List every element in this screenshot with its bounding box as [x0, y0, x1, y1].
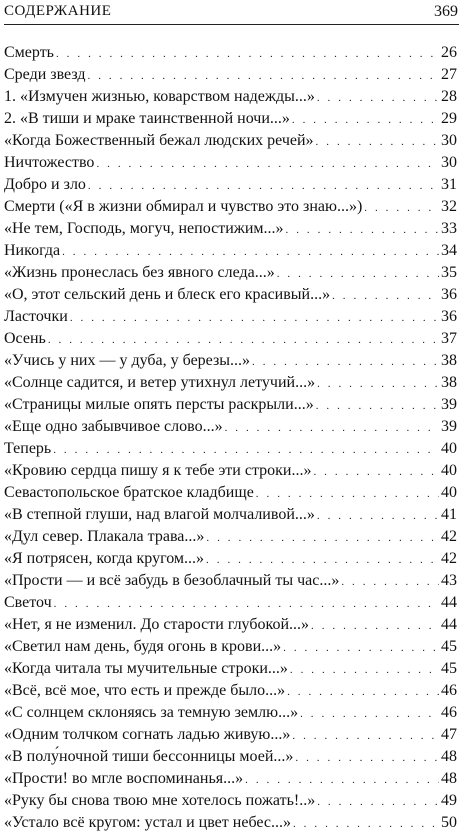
toc-entry	[4, 86, 457, 108]
dot-leader	[53, 439, 439, 460]
toc-entry-title: «Еще одно забывчивое слово...»	[4, 418, 223, 435]
toc-entry-page: 40	[441, 484, 457, 501]
toc-entry	[4, 592, 457, 614]
toc-entry	[4, 658, 457, 680]
toc-entry-title: Никогда	[4, 242, 61, 259]
dot-leader	[56, 43, 439, 64]
dot-leader	[206, 549, 439, 570]
toc-entry-title: Среди звезд	[4, 66, 86, 83]
toc-entry	[4, 64, 457, 86]
toc-entry-page: 43	[441, 572, 457, 589]
toc-entry-page: 50	[441, 814, 457, 831]
toc-entry-title: Осень	[4, 330, 46, 347]
toc-entry	[4, 504, 457, 526]
toc-entry-page: 42	[441, 550, 457, 567]
toc-entry-page: 37	[441, 330, 457, 347]
toc-entry-title: «Жизнь пронеслась без явного следа...»	[4, 264, 275, 281]
toc-entry	[4, 218, 457, 240]
toc-entry-title: «Страницы милые опять персты раскрыли...»	[4, 396, 314, 413]
dot-leader	[88, 65, 439, 86]
toc-entry-page: 48	[441, 770, 457, 787]
dot-leader	[332, 285, 439, 306]
dot-leader	[287, 681, 439, 702]
dot-leader	[295, 747, 439, 768]
toc-entry-page: 38	[441, 374, 457, 391]
toc-entry	[4, 614, 457, 636]
dot-leader	[54, 593, 439, 614]
toc-entry-title: «Солнце садится, и ветер утихнул летучий...»	[4, 374, 316, 391]
toc-entry-title: «Руку бы снова твою мне хотелось пожать!..»	[4, 792, 316, 809]
toc-entry	[4, 152, 457, 174]
toc-entry-page: 39	[441, 418, 457, 435]
toc-entry-title: «Учись у них — у дуба, у березы...»	[4, 352, 251, 369]
toc-entry-page: 30	[441, 132, 457, 149]
toc-entry-title: «Я потрясен, когда кругом...»	[4, 550, 205, 567]
toc-entry-page: 45	[441, 660, 457, 677]
toc-entry-page: 39	[441, 396, 457, 413]
toc-entry-title: 2. «В тиши и мраке таинственной ночи...»	[4, 110, 290, 127]
toc-entry-page: 29	[441, 110, 457, 127]
toc-entry-title: «О, этот сельский день и блеск его красивый...»	[4, 286, 331, 303]
page-number: 369	[434, 3, 458, 20]
toc-entry-title: «Нет, я не изменил. До старости глубокой...»	[4, 616, 310, 633]
toc-entry-page: 30	[441, 154, 457, 171]
toc-entry-page: 48	[441, 748, 457, 765]
dot-leader	[286, 219, 439, 240]
toc-entry	[4, 240, 457, 262]
toc-entry-page: 45	[441, 638, 457, 655]
toc-entry-title: «Устало всё кругом: устал и цвет небес...»	[4, 814, 291, 831]
toc-entry	[4, 196, 457, 218]
dot-leader	[277, 263, 439, 284]
table-of-contents	[4, 42, 457, 834]
dot-leader	[293, 813, 439, 834]
toc-entry	[4, 636, 457, 658]
dot-leader	[245, 769, 439, 790]
toc-entry-page: 38	[441, 352, 457, 369]
toc-entry-page: 47	[441, 726, 457, 743]
toc-entry-page: 36	[441, 308, 457, 325]
toc-entry-page: 40	[441, 440, 457, 457]
toc-entry	[4, 306, 457, 328]
dot-leader	[317, 505, 439, 526]
toc-entry	[4, 42, 457, 64]
dot-leader	[341, 571, 439, 592]
dot-leader	[317, 87, 439, 108]
dot-leader	[70, 307, 439, 328]
dot-leader	[48, 329, 439, 350]
dot-leader	[96, 153, 439, 174]
toc-entry-title: Ничтожество	[4, 154, 95, 171]
toc-entry-title: «Не тем, Господь, могуч, непостижим...»	[4, 220, 284, 237]
toc-entry-title: «Прости — и всё забудь в безоблачный ты час...»	[4, 572, 340, 589]
toc-entry-title: Добро и зло	[4, 176, 86, 193]
page-header	[4, 2, 459, 25]
toc-entry-title: Смерти («Я в жизни обмирал и чувство это знаю...»)	[4, 198, 363, 215]
toc-entry	[4, 130, 457, 152]
toc-entry	[4, 526, 457, 548]
toc-entry-page: 46	[441, 682, 457, 699]
toc-entry-title: «С солнцем склоняясь за темную землю...»	[4, 704, 299, 721]
toc-entry-title: «Одним толчком согнать ладью живую...»	[4, 726, 291, 743]
toc-entry-page: 27	[441, 66, 457, 83]
dot-leader	[311, 615, 439, 636]
dot-leader	[292, 109, 439, 130]
toc-entry-page: 42	[441, 528, 457, 545]
toc-entry	[4, 394, 457, 416]
toc-entry	[4, 680, 457, 702]
dot-leader	[252, 351, 439, 372]
dot-leader	[317, 791, 439, 812]
toc-entry-page: 35	[441, 264, 457, 281]
dot-leader	[206, 527, 439, 548]
toc-entry	[4, 460, 457, 482]
dot-leader	[225, 417, 439, 438]
toc-entry-title: Ласточки	[4, 308, 68, 325]
toc-entry	[4, 174, 457, 196]
toc-entry-title: «В степной глуши, над влагой молчаливой...»	[4, 506, 315, 523]
toc-entry-title: «Когда Божественный бежал людских речей»	[4, 132, 314, 149]
dot-leader	[316, 395, 439, 416]
toc-entry	[4, 328, 457, 350]
toc-entry-page: 44	[441, 616, 457, 633]
dot-leader	[256, 483, 439, 504]
toc-entry-title: Севастопольское братское кладбище	[4, 484, 254, 501]
toc-entry	[4, 702, 457, 724]
dot-leader	[300, 703, 439, 724]
toc-entry	[4, 438, 457, 460]
dot-leader	[62, 241, 439, 262]
section-title: СОДЕРЖАНИЕ	[4, 3, 112, 19]
toc-entry-title: Смерть	[4, 44, 54, 61]
toc-entry	[4, 284, 457, 306]
toc-entry	[4, 790, 457, 812]
toc-entry-page: 41	[441, 506, 457, 523]
dot-leader	[283, 637, 439, 658]
toc-entry	[4, 746, 457, 768]
toc-entry-page: 26	[441, 44, 457, 61]
toc-entry	[4, 724, 457, 746]
toc-entry-title: «В полу́ночной тиши бессонницы моей...»	[4, 748, 294, 765]
toc-entry-page: 44	[441, 594, 457, 611]
toc-entry-page: 31	[441, 176, 457, 193]
dot-leader	[317, 373, 439, 394]
toc-entry-page: 34	[441, 242, 457, 259]
toc-entry-title: «Когда читала ты мучительные строки...»	[4, 660, 288, 677]
toc-entry-page: 40	[441, 462, 457, 479]
dot-leader	[364, 197, 439, 218]
toc-entry-title: Светоч	[4, 594, 52, 611]
toc-entry-page: 49	[441, 792, 457, 809]
toc-entry-page: 28	[441, 88, 457, 105]
toc-entry-page: 32	[441, 198, 457, 215]
dot-leader	[292, 725, 439, 746]
dot-leader	[88, 175, 439, 196]
toc-entry	[4, 262, 457, 284]
dot-leader	[316, 131, 439, 152]
dot-leader	[313, 461, 439, 482]
toc-entry-page: 46	[441, 704, 457, 721]
toc-entry	[4, 350, 457, 372]
toc-entry-title: «Светил нам день, будя огонь в крови...»	[4, 638, 282, 655]
toc-entry-title: «Кровию сердца пишу я к тебе эти строки...»	[4, 462, 312, 479]
toc-entry	[4, 416, 457, 438]
toc-entry-title: 1. «Измучен жизнью, коварством надежды...»	[4, 88, 315, 105]
toc-entry	[4, 812, 457, 834]
dot-leader	[290, 659, 439, 680]
toc-entry	[4, 548, 457, 570]
toc-entry	[4, 768, 457, 790]
toc-entry-title: «Всё, всё мое, что есть и прежде было...»	[4, 682, 286, 699]
toc-entry	[4, 482, 457, 504]
toc-entry	[4, 372, 457, 394]
toc-entry	[4, 108, 457, 130]
toc-entry-title: «Дул север. Плакала трава...»	[4, 528, 205, 545]
toc-entry-title: Теперь	[4, 440, 52, 457]
toc-entry-page: 33	[441, 220, 457, 237]
toc-entry-title: «Прости! во мгле воспоминанья...»	[4, 770, 244, 787]
toc-entry	[4, 570, 457, 592]
toc-entry-page: 36	[441, 286, 457, 303]
